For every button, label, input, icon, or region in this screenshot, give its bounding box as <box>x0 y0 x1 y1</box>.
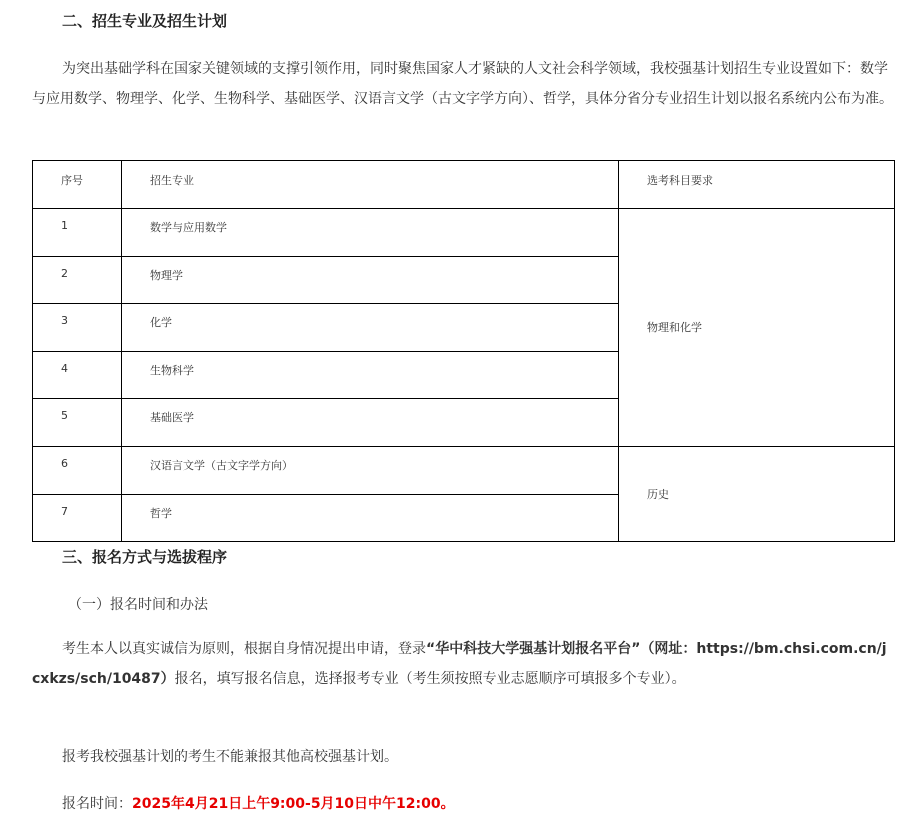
row-no: 2 <box>33 256 122 304</box>
row-major: 生物科学 <box>122 351 619 399</box>
registration-time-value: 2025年4月21日上午9:00-5月10日中午12:00。 <box>132 796 455 812</box>
row-no: 7 <box>33 494 122 542</box>
row-no: 4 <box>33 351 122 399</box>
registration-text-b: 报名，填写报名信息，选择报考专业（考生须按照专业志愿顺序可填报多个专业）。 <box>174 671 686 687</box>
requirement-history: 历史 <box>619 446 895 541</box>
row-no: 6 <box>33 446 122 494</box>
registration-time-label: 报名时间： <box>62 796 132 812</box>
row-major: 哲学 <box>122 494 619 542</box>
table-row <box>33 209 895 257</box>
registration-paragraph <box>32 634 894 694</box>
section2-intro: 为突出基础学科在国家关键领域的支撑引领作用，同时聚焦国家人才紧缺的人文社会科学领域，我校强基计划招生专业设置如下：数学与应用数学、物理学、化学、生物科学、基础医学、汉语言文学（古文字学方向）、哲学，具体分省分专业招生计划以报名系统内公布为准。 <box>32 61 893 107</box>
row-no: 3 <box>33 304 122 352</box>
row-major: 物理学 <box>122 256 619 304</box>
header-requirement: 选考科目要求 <box>619 161 895 209</box>
row-major: 基础医学 <box>122 399 619 447</box>
registration-platform-link[interactable]: “华中科技大学强基计划报名平台”（网址：https://bm.chsi.com.cn/jcxkzs/sch/10487） <box>32 641 887 687</box>
row-major: 汉语言文学（古文字学方向） <box>122 446 619 494</box>
registration-text-a: 考生本人以真实诚信为原则，根据自身情况提出申请，登录 <box>62 641 426 657</box>
header-major: 招生专业 <box>122 161 619 209</box>
row-major: 数学与应用数学 <box>122 209 619 257</box>
requirement-physics-chemistry: 物理和化学 <box>619 209 895 447</box>
table-row <box>33 446 895 494</box>
row-no: 5 <box>33 399 122 447</box>
section2-title: 二、招生专业及招生计划 <box>62 12 228 30</box>
no-dual-application-paragraph: 报考我校强基计划的考生不能兼报其他高校强基计划。 <box>62 749 398 765</box>
row-major: 化学 <box>122 304 619 352</box>
header-no: 序号 <box>33 161 122 209</box>
section3-title: 三、报名方式与选拔程序 <box>62 548 228 566</box>
sub1-title: （一）报名时间和办法 <box>68 597 208 613</box>
registration-time-paragraph <box>32 789 894 819</box>
majors-table <box>32 160 895 542</box>
row-no: 1 <box>33 209 122 257</box>
table-header-row <box>33 161 895 209</box>
